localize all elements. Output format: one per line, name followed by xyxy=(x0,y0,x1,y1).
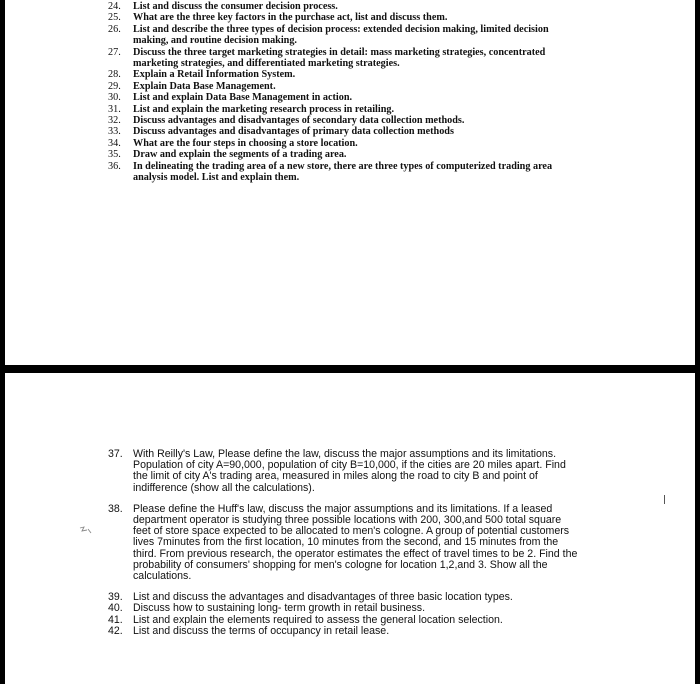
question-text: List and explain Data Base Management in action. xyxy=(133,92,353,104)
question-list-top xyxy=(108,1,578,184)
question-number: 31. xyxy=(108,103,121,115)
question-text: List and discuss the advantages and disadvantages of three basic location types. xyxy=(133,591,513,604)
question-number: 41. xyxy=(108,613,123,626)
question-item xyxy=(108,126,578,137)
question-item xyxy=(108,603,578,614)
question-number: 30. xyxy=(108,92,121,104)
question-text: Discuss how to sustaining long- term growth in retail business. xyxy=(133,602,426,615)
question-text: List and explain the elements required to assess the general location selection. xyxy=(133,613,503,626)
question-text: List and discuss the consumer decision process. xyxy=(133,1,338,12)
margin-tick-mark xyxy=(664,495,665,504)
question-number: 33. xyxy=(108,126,121,138)
question-number: 26. xyxy=(108,23,121,35)
question-number: 24. xyxy=(108,1,121,12)
question-number: 32. xyxy=(108,115,121,127)
question-text: Draw and explain the segments of a trading area. xyxy=(133,149,347,161)
question-item xyxy=(108,47,578,70)
question-text: With Reilly's Law, Please define the law, discuss the major assumptions and its limitations. Population of city A=90,000, population of city B=10,000, if the cities are 20 miles apart. Find the limit of city A's trading area, measured in miles along the road to city B and point of indifference (show all the calculations). xyxy=(133,448,566,494)
question-item xyxy=(108,504,578,582)
question-item xyxy=(108,161,578,184)
question-item xyxy=(108,104,578,115)
question-text: List and discuss the terms of occupancy in retail lease. xyxy=(133,624,390,637)
question-item xyxy=(108,92,578,103)
question-text: In delineating the trading area of a new store, there are three types of computerized trading area analysis model. List and explain them. xyxy=(133,160,553,184)
question-text: What are the three key factors in the purchase act, list and discuss them. xyxy=(133,12,448,24)
question-number: 25. xyxy=(108,12,121,24)
question-number: 36. xyxy=(108,160,121,172)
question-text: Explain a Retail Information System. xyxy=(133,69,296,81)
question-item xyxy=(108,149,578,160)
question-item xyxy=(108,1,578,12)
question-number: 39. xyxy=(108,591,123,604)
pen-mark-icon xyxy=(79,525,93,537)
question-text: What are the four steps in choosing a store location. xyxy=(133,137,358,149)
question-number: 38. xyxy=(108,502,123,515)
question-number: 28. xyxy=(108,69,121,81)
question-number: 42. xyxy=(108,624,123,637)
question-text: List and describe the three types of decision process: extended decision making, limited decision making, and routine decision making. xyxy=(133,23,549,47)
question-item xyxy=(108,626,578,637)
question-number: 34. xyxy=(108,137,121,149)
question-item xyxy=(108,81,578,92)
question-text: Discuss the three target marketing strategies in detail: mass marketing strategies, concentrated marketing strategies, and differentiated marketing strategies. xyxy=(133,46,546,70)
question-text: List and explain the marketing research process in retailing. xyxy=(133,103,395,115)
question-text: Discuss advantages and disadvantages of secondary data collection methods. xyxy=(133,115,465,127)
question-item xyxy=(108,115,578,126)
document-page-bottom xyxy=(5,373,695,684)
question-item xyxy=(108,12,578,23)
question-item xyxy=(108,69,578,80)
question-text: Please define the Huff's law, discuss the major assumptions and its limitations. If a leased department operator is studying three possible locations with 200, 300,and 500 total square feet of store space expected to be allocated to men's cologne. A group of potential customers lives 7minutes from the first location, 10 minutes from the second, and 15 minutes from the third. From previous research, the operator estimates the effect of travel times to be 2. Find the probability of consumers' shopping for men's cologne for location 1,2,and 3. Show all the calculations. xyxy=(133,502,578,583)
question-number: 35. xyxy=(108,149,121,161)
question-number: 29. xyxy=(108,80,121,92)
question-number: 40. xyxy=(108,602,123,615)
question-number: 27. xyxy=(108,46,121,58)
question-text: Discuss advantages and disadvantages of primary data collection methods xyxy=(133,126,454,138)
question-text: Explain Data Base Management. xyxy=(133,80,276,92)
question-item xyxy=(108,449,578,494)
question-number: 37. xyxy=(108,448,123,460)
question-item xyxy=(108,24,578,47)
question-item xyxy=(108,138,578,149)
question-list-bottom xyxy=(108,449,578,637)
document-page-top xyxy=(5,0,695,365)
